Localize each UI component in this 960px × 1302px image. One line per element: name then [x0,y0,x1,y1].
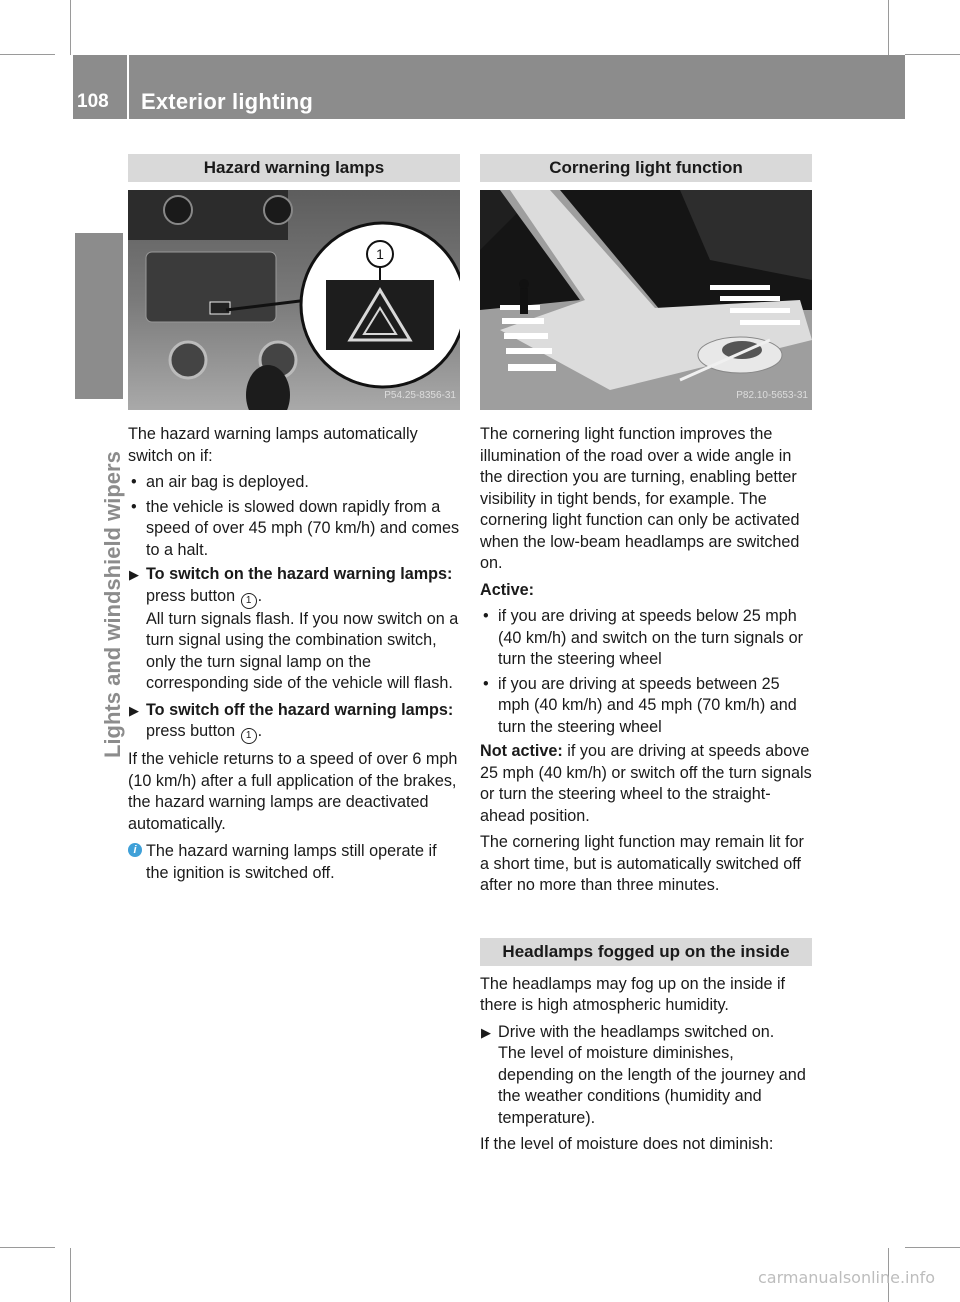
list-item: • the vehicle is slowed down rapidly from a speed of over 45 mph (70 km/h) and comes to a halt. [131,497,460,559]
crop-mark [905,1247,960,1248]
paragraph: Not active: if you are driving at speeds above 25 mph (40 km/h) or switch off the turn signals or turn the steering wheel to the straight-ahead position. [480,742,812,825]
paragraph: The cornering light function may remain lit for a short time, but is automatically switched off after no more than three minutes. [480,833,804,894]
side-tab [75,233,123,399]
figure-code: P54.25-8356-31 [384,389,456,401]
info-icon: i [128,843,142,857]
section-heading: Hazard warning lamps [128,154,460,182]
right-column [480,154,812,1161]
paragraph: The headlamps may fog up on the inside if there is high atmospheric humidity. [480,974,786,1014]
crop-mark [0,1247,55,1248]
list-item: • if you are driving at speeds between 25 mph (40 km/h) and 45 mph (70 km/h) and turn the steering wheel [483,674,797,736]
page-number: 108 [77,91,109,112]
step-arrow-icon: ▶ [129,567,139,582]
figure-code: P82.10-5653-31 [736,389,808,401]
road-illustration [480,190,812,410]
step-arrow-icon: ▶ [129,702,139,718]
list-item: • if you are driving at speeds below 25 mph (40 km/h) and switch on the turn signals or turn the steering wheel [483,607,804,668]
paragraph: The hazard warning lamps automatically switch on if: [128,425,418,465]
step-arrow-icon: ▶ [481,1024,491,1040]
list-item: • an air bag is deployed. [131,473,309,491]
crop-mark [70,0,71,55]
label-active: Active: [480,580,534,599]
crop-mark [905,54,960,55]
crop-mark [888,0,889,55]
paragraph: The cornering light function improves the illumination of the road over a wide angle in the direction you are turning, enabling better visibility in tight bends, for example. The cornering light function can only be activated when the low-beam headlamps are switched on. [480,425,800,572]
watermark: carmanualsonline.info [758,1268,936,1287]
hazard-switch-figure [128,190,460,410]
instruction-step: ▶ Drive with the headlamps switched on. The level of moisture diminishes, depending on the length of the journey and the weather conditions (humidity and temperature). [481,1022,806,1127]
paragraph: If the level of moisture does not diminish: [480,1135,774,1153]
crop-mark [70,1248,71,1302]
section-heading: Headlamps fogged up on the inside [480,938,812,966]
cornering-light-figure [480,190,812,410]
dashboard-illustration [128,190,460,410]
callout-number: 1 [376,246,384,262]
page-title: Exterior lighting [141,89,314,114]
header-divider [127,55,129,119]
side-tab-label: Lights and windshield wipers [100,451,125,758]
paragraph: If the vehicle returns to a speed of over 6 mph (10 km/h) after a full application of the brakes, the hazard warning lamps are deactivated automatically. [128,750,458,833]
callout-1-icon: 1 [241,728,257,744]
instruction-step: ▶ To switch on the hazard warning lamps: press button 1 . All turn signals flash. If you now switch on a turn signal using the combination switch, only the turn signal lamp on the corresponding side of the vehicle will flash. [129,565,459,692]
section-heading: Cornering light function [480,154,812,182]
instruction-step: ▶ To switch off the hazard warning lamps: press button 1 . [128,700,460,745]
left-column [128,154,460,884]
info-note: i The hazard warning lamps still operate if the ignition is switched off. [128,841,460,884]
crop-mark [0,54,55,55]
callout-1-icon: 1 [241,593,257,609]
